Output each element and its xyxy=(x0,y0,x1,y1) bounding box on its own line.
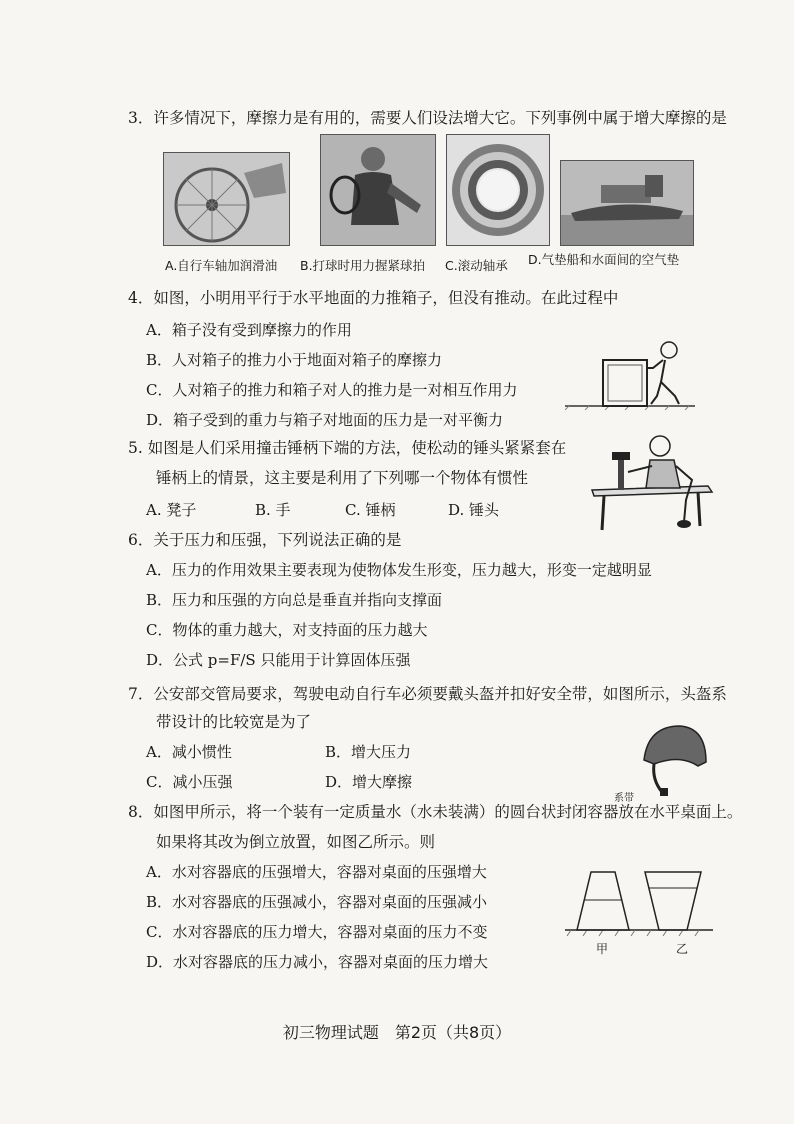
q8-option-c: C．水对容器底的压力增大，容器对桌面的压力不变 xyxy=(146,923,488,941)
helmet-strap-label: 系带 xyxy=(614,793,634,804)
q6-option-c: C．物体的重力越大，对支持面的压力越大 xyxy=(146,621,428,639)
container-label-jia: 甲 xyxy=(596,942,609,956)
q6-stem: 6．关于压力和压强，下列说法正确的是 xyxy=(128,531,402,549)
bicycle-axle-photo xyxy=(163,152,290,246)
q5-option-b: B. 手 xyxy=(255,501,291,519)
q4-stem: 4．如图，小明用平行于水平地面的力推箱子，但没有推动。在此过程中 xyxy=(128,289,619,307)
q7-option-a: A．减小惯性 xyxy=(146,743,232,761)
q3-caption-b: B.打球时用力握紧球拍 xyxy=(300,258,426,273)
q8-stem-line2: 如果将其改为倒立放置，如图乙所示。则 xyxy=(156,833,436,851)
q7-option-c: C．减小压强 xyxy=(146,773,233,791)
man-hammering-on-bench-illustration xyxy=(588,430,722,534)
q3-stem: 3．许多情况下，摩擦力是有用的，需要人们设法增大它。下列事例中属于增大摩擦的是 xyxy=(128,109,727,127)
q4-option-c: C．人对箱子的推力和箱子对人的推力是一对相互作用力 xyxy=(146,381,518,399)
q8-stem-line1: 8．如图甲所示，将一个装有一定质量水（水未装满）的圆台状封闭容器放在水平桌面上。 xyxy=(128,803,743,821)
q4-option-a: A．箱子没有受到摩擦力的作用 xyxy=(146,321,352,339)
q6-option-d: D．公式 p=F/S 只能用于计算固体压强 xyxy=(146,651,411,669)
q5-option-a: A. 凳子 xyxy=(146,501,197,519)
q7-option-b: B．增大压力 xyxy=(325,743,412,761)
q7-option-d: D．增大摩擦 xyxy=(325,773,413,791)
page-footer: 初三物理试题 第2页（共8页） xyxy=(282,1023,512,1042)
tennis-player-photo xyxy=(320,134,436,246)
boy-pushing-box-illustration xyxy=(565,338,695,410)
q5-option-c: C. 锤柄 xyxy=(345,501,396,519)
q4-option-b: B．人对箱子的推力小于地面对箱子的摩擦力 xyxy=(146,351,443,369)
q6-option-a: A．压力的作用效果主要表现为使物体发生形变，压力越大，形变一定越明显 xyxy=(146,561,652,579)
q5-option-d: D. 锤头 xyxy=(448,501,500,519)
q6-option-b: B．压力和压强的方向总是垂直并指向支撑面 xyxy=(146,591,443,609)
q5-stem-line1: 5. 如图是人们采用撞击锤柄下端的方法，使松动的锤头紧紧套在 xyxy=(128,439,567,457)
q5-stem-line2: 锤柄上的情景，这主要是利用了下列哪一个物体有惯性 xyxy=(156,469,529,487)
q3-caption-c: C.滚动轴承 xyxy=(445,258,508,273)
q7-stem-line2: 带设计的比较宽是为了 xyxy=(156,713,312,731)
q8-option-d: D．水对容器底的压力减小，容器对桌面的压力增大 xyxy=(146,953,489,971)
q7-stem-line1: 7．公安部交管局要求，驾驶电动自行车必须要戴头盔并扣好安全带，如图所示，头盔系 xyxy=(128,685,727,703)
frustum-containers-diagram xyxy=(565,866,713,940)
q8-option-a: A．水对容器底的压强增大，容器对桌面的压强增大 xyxy=(146,863,487,881)
rolling-bearing-photo xyxy=(446,134,550,246)
helmet-illustration xyxy=(640,720,710,810)
hovercraft-photo xyxy=(560,160,694,246)
q3-caption-d: D.气垫船和水面间的空气垫 xyxy=(528,252,680,267)
q8-option-b: B．水对容器底的压强减小，容器对桌面的压强减小 xyxy=(146,893,488,911)
q4-option-d: D．箱子受到的重力与箱子对地面的压力是一对平衡力 xyxy=(146,411,504,429)
container-label-yi: 乙 xyxy=(676,942,689,956)
q3-caption-a: A.自行车轴加润滑油 xyxy=(165,258,278,273)
